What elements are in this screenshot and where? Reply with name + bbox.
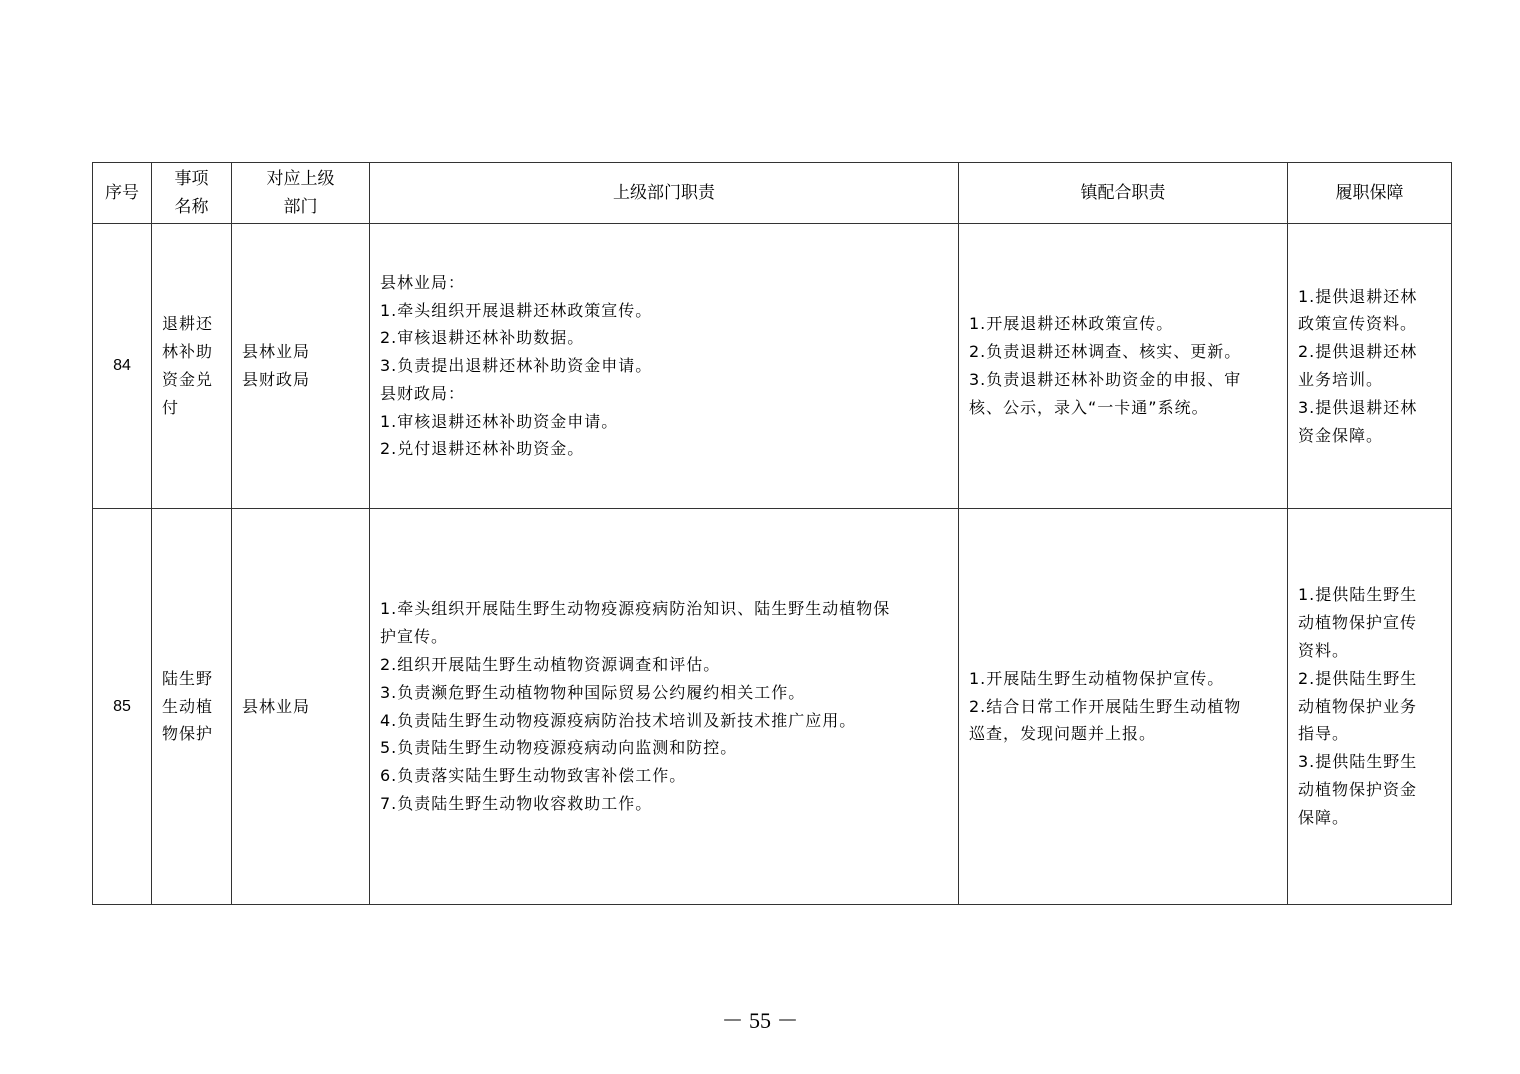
- cell-lines: [959, 665, 1287, 748]
- header-line: 部门: [283, 197, 318, 217]
- text-line: 2.提供陆生野生: [1298, 668, 1418, 688]
- text-line: 2.审核退耕还林补助数据。: [380, 328, 585, 348]
- text-line: 3.提供退耕还林: [1298, 397, 1418, 417]
- text-line: 巡查，发现问题并上报。: [969, 724, 1157, 744]
- header-line: 对应上级: [266, 169, 335, 189]
- town-duty-cell: [959, 509, 1288, 905]
- table-row: [93, 224, 1452, 509]
- cell-lines: [152, 310, 231, 421]
- header-upper-duty: 上级部门职责: [370, 163, 959, 224]
- seq-cell: 84: [93, 224, 152, 509]
- cell-lines: [232, 338, 369, 394]
- cell-lines: [370, 269, 958, 464]
- cell-lines: [1288, 283, 1451, 450]
- text-line: 林补助: [162, 342, 214, 362]
- seq-cell: 85: [93, 509, 152, 905]
- header-guarantee: 履职保障: [1288, 163, 1452, 224]
- text-line: 1.提供退耕还林: [1298, 286, 1418, 306]
- header-line: 事项: [174, 169, 209, 189]
- dept-cell: [232, 509, 370, 905]
- dept-cell: [232, 224, 370, 509]
- cell-lines: [1288, 581, 1451, 831]
- header-seq: 序号: [93, 163, 152, 224]
- text-line: 业务培训。: [1298, 370, 1384, 389]
- cell-lines: [152, 665, 231, 748]
- text-line: 3.负责退耕还林补助资金的申报、审: [969, 370, 1242, 389]
- text-line: 县林业局：: [380, 272, 466, 292]
- text-line: 3.负责提出退耕还林补助资金申请。: [380, 356, 653, 376]
- text-line: 1.审核退耕还林补助资金申请。: [380, 411, 619, 431]
- header-town-duty: 镇配合职责: [959, 163, 1288, 224]
- text-line: 3.提供陆生野生: [1298, 752, 1418, 772]
- page-number: － 55 －: [721, 1008, 799, 1033]
- header-item-name: [152, 163, 232, 224]
- text-line: 资金保障。: [1298, 425, 1384, 445]
- text-line: 物保护: [162, 724, 214, 744]
- cell-lines: [232, 693, 369, 721]
- text-line: 动植物保护宣传: [1298, 613, 1418, 633]
- upper-duty-cell: [370, 224, 959, 509]
- text-line: 2.兑付退耕还林补助资金。: [380, 439, 585, 459]
- text-line: 动植物保护资金: [1298, 779, 1418, 799]
- duty-table: [92, 162, 1452, 905]
- text-line: 指导。: [1298, 724, 1350, 744]
- table-row: [93, 509, 1452, 905]
- text-line: 资金兑: [162, 370, 214, 389]
- text-line: 县林业局: [242, 342, 311, 362]
- text-line: 资料。: [1298, 641, 1350, 660]
- text-line: 2.提供退耕还林: [1298, 342, 1418, 362]
- text-line: 1.牵头组织开展退耕还林政策宣传。: [380, 300, 653, 320]
- header-row: [93, 163, 1452, 224]
- text-line: 1.牵头组织开展陆生野生动物疫源疫病防治知识、陆生野生动植物保: [380, 599, 891, 619]
- upper-duty-cell: [370, 509, 959, 905]
- text-line: 1.提供陆生野生: [1298, 585, 1418, 605]
- text-line: 县财政局: [242, 370, 311, 389]
- guarantee-cell: [1288, 224, 1452, 509]
- text-line: 1.开展陆生野生动植物保护宣传。: [969, 668, 1225, 688]
- text-line: 护宣传。: [380, 627, 449, 647]
- header-dept: [232, 163, 370, 224]
- cell-lines: [959, 310, 1287, 421]
- text-line: 生动植: [162, 696, 214, 716]
- guarantee-cell: [1288, 509, 1452, 905]
- text-line: 2.组织开展陆生野生动植物资源调查和评估。: [380, 654, 721, 674]
- header-line: 名称: [174, 197, 209, 217]
- text-line: 1.开展退耕还林政策宣传。: [969, 314, 1174, 334]
- text-line: 2.负责退耕还林调查、核实、更新。: [969, 342, 1242, 362]
- text-line: 陆生野: [162, 668, 214, 688]
- text-line: 核、公示，录入“一卡通”系统。: [969, 397, 1209, 417]
- text-line: 县林业局: [242, 696, 311, 716]
- item-name-cell: [152, 509, 232, 905]
- text-line: 3.负责濒危野生动植物物种国际贸易公约履约相关工作。: [380, 682, 806, 702]
- town-duty-cell: [959, 224, 1288, 509]
- text-line: 4.负责陆生野生动物疫源疫病防治技术培训及新技术推广应用。: [380, 710, 857, 730]
- text-line: 县财政局：: [380, 383, 466, 403]
- item-name-cell: [152, 224, 232, 509]
- text-line: 6.负责落实陆生野生动物致害补偿工作。: [380, 766, 687, 786]
- text-line: 政策宣传资料。: [1298, 314, 1418, 334]
- text-line: 付: [162, 397, 180, 417]
- cell-lines: [370, 595, 958, 817]
- text-line: 2.结合日常工作开展陆生野生动植物: [969, 696, 1242, 716]
- text-line: 动植物保护业务: [1298, 696, 1418, 716]
- text-line: 退耕还: [162, 314, 214, 334]
- text-line: 保障。: [1298, 807, 1350, 827]
- text-line: 7.负责陆生野生动物收容救助工作。: [380, 793, 653, 813]
- text-line: 5.负责陆生野生动物疫源疫病动向监测和防控。: [380, 738, 738, 758]
